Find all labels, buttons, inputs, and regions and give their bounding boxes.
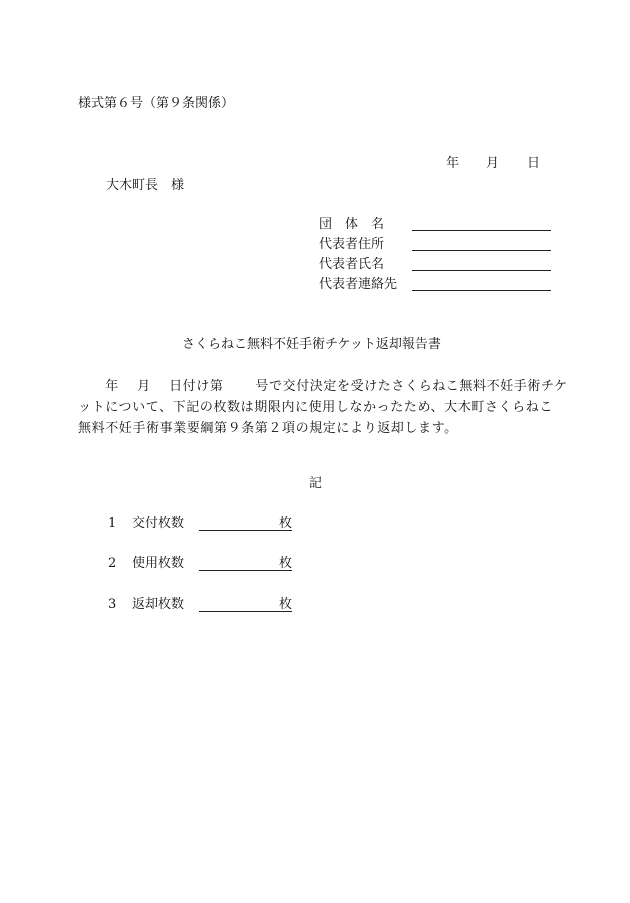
ki-heading: 記	[309, 476, 323, 491]
date-year: 年	[446, 156, 460, 171]
body-line: ットについて、下記の枚数は期限内に使用しなかったため、大木町さくらねこ	[78, 400, 553, 415]
item-unit: 枚	[279, 556, 293, 571]
rep-contact-label: 代表者連絡先	[319, 277, 398, 292]
body-paragraph	[78, 376, 568, 439]
rep-address-line	[412, 250, 551, 251]
rep-contact-line	[412, 290, 551, 291]
item-label: 使用枚数	[132, 556, 185, 571]
item-number: 2	[108, 556, 117, 571]
body-line: 年 月 日付け第 号で交付決定を受けたさくらねこ無料不妊手術チケ	[78, 379, 568, 394]
rep-name-line	[412, 270, 551, 271]
item-label: 交付枚数	[132, 516, 185, 531]
item-unit: 枚	[279, 516, 293, 531]
body-line: 無料不妊手術事業要綱第９条第２項の規定により返却します。	[78, 421, 458, 436]
date-month: 月	[486, 156, 500, 171]
form-number: 様式第６号（第９条関係）	[78, 96, 235, 111]
date-day: 日	[527, 156, 541, 171]
group-name-line	[412, 230, 551, 231]
group-name-label: 団 体 名	[319, 217, 385, 232]
rep-name-label: 代表者氏名	[319, 257, 385, 272]
item-number: 3	[108, 597, 117, 612]
item-unit: 枚	[279, 597, 293, 612]
rep-address-label: 代表者住所	[319, 237, 385, 252]
addressee: 大木町長 様	[106, 178, 185, 193]
document-title: さくらねこ無料不妊手術チケット返却報告書	[182, 337, 441, 352]
item-number: 1	[108, 516, 117, 531]
item-label: 返却枚数	[132, 597, 185, 612]
